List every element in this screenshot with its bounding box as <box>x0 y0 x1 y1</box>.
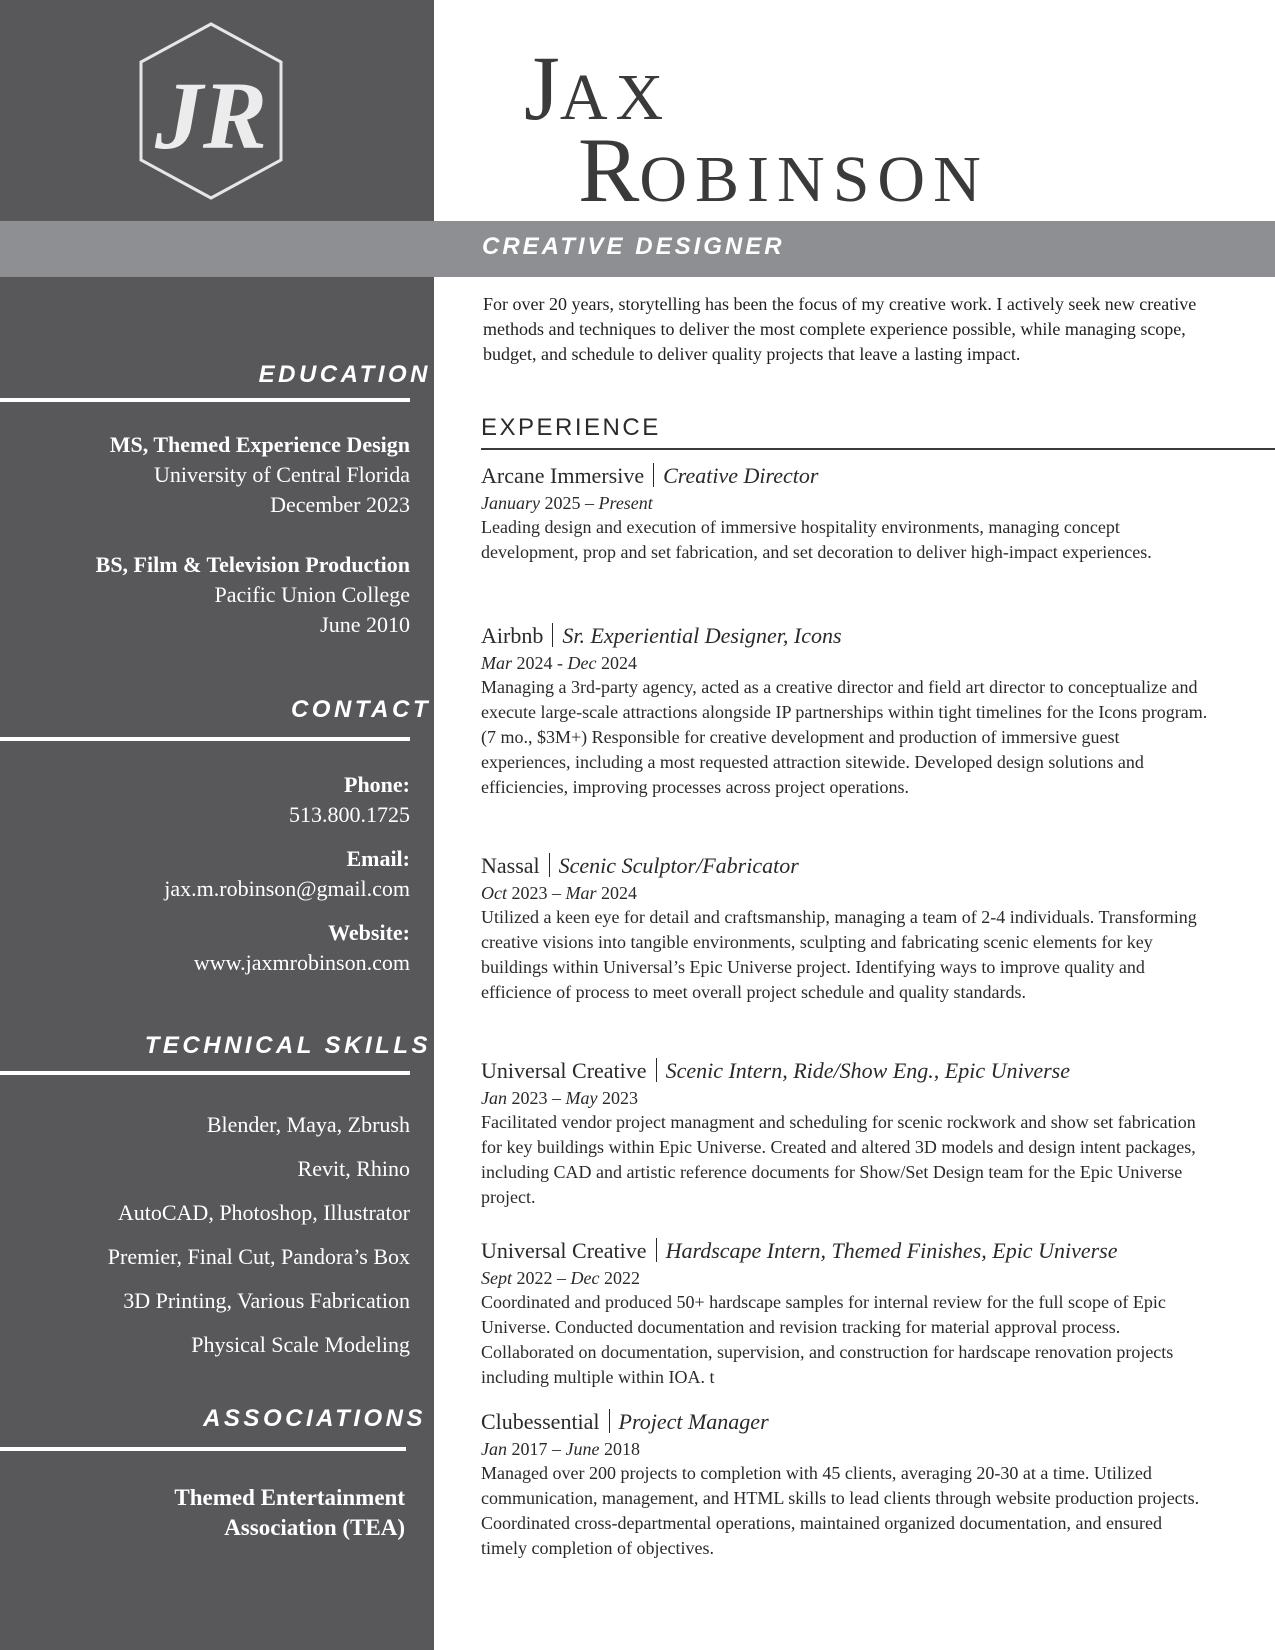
company: Arcane Immersive <box>481 463 645 488</box>
job-title-line <box>481 1407 1211 1437</box>
first-name-rest: AX <box>559 61 672 134</box>
role: Scenic Intern, Ride/Show Eng., Epic Universe <box>665 1058 1071 1083</box>
first-name-initial: J <box>524 37 560 139</box>
end-month: Mar <box>565 883 597 903</box>
title-separator <box>549 853 550 877</box>
association-line-2: Association (TEA) <box>224 1515 405 1540</box>
start-year: 2022 <box>516 1268 553 1288</box>
date-separator: – <box>547 1439 566 1459</box>
contact-phone <box>289 770 410 830</box>
last-name <box>578 119 989 221</box>
start-month: Sept <box>481 1268 512 1288</box>
job-title: CREATIVE DESIGNER <box>482 233 785 260</box>
date-separator: – <box>547 883 566 903</box>
education-heading: EDUCATION <box>258 361 431 388</box>
skill-item: Revit, Rhino <box>297 1156 410 1181</box>
job-entry <box>481 461 1211 565</box>
date-separator: – <box>552 1268 571 1288</box>
end-year: 2024 <box>601 883 637 903</box>
job-title-line <box>481 851 1211 881</box>
monogram-logo <box>131 20 291 200</box>
title-separator <box>552 623 553 647</box>
end-year: 2018 <box>603 1439 640 1459</box>
job-dates <box>481 1266 1211 1290</box>
job-dates <box>481 1437 1211 1461</box>
end-month: Dec <box>567 653 597 673</box>
association-entry <box>174 1483 405 1543</box>
job-entry <box>481 1056 1211 1210</box>
date-separator: – <box>547 1088 566 1108</box>
job-description: Coordinated and produced 50+ hardscape samples for internal review for the full scope of Epic Universe. Conducted documentation and revision tracking for material approval process. Collaborated on documentation, supervision, and construction for hardscape renovation projects including multiple within IOA. t <box>481 1292 1174 1387</box>
job-entry <box>481 851 1211 1005</box>
email-label: Email: <box>346 846 410 871</box>
phone-value[interactable]: 513.800.1725 <box>289 802 410 827</box>
title-separator <box>656 1058 657 1082</box>
associations-divider <box>0 1447 406 1451</box>
end-month: Dec <box>570 1268 600 1288</box>
website-label: Website: <box>328 920 410 945</box>
associations-heading: ASSOCIATIONS <box>203 1405 426 1432</box>
skill-item: 3D Printing, Various Fabrication <box>123 1288 410 1313</box>
company: Airbnb <box>481 623 544 648</box>
job-description: Facilitated vendor project managment and scheduling for scenic rockwork and show set fabrication for key buildings within Epic Universe. Created and altered 3D models and design intent packages, including CAD and artistic reference documents for Show/Set Design team for the Epic Universe project. <box>481 1112 1196 1207</box>
company: Universal Creative <box>481 1238 647 1263</box>
website-value[interactable]: www.jaxmrobinson.com <box>193 950 410 975</box>
role: Creative Director <box>663 463 819 488</box>
date-separator: - <box>552 653 568 673</box>
job-dates <box>481 651 1211 675</box>
skills-divider <box>0 1071 410 1075</box>
end-month: June <box>565 1439 600 1459</box>
start-month: Mar <box>481 653 512 673</box>
skill-item: AutoCAD, Photoshop, Illustrator <box>117 1200 410 1225</box>
education-degree: BS, Film & Television Production <box>95 552 410 577</box>
start-year: 2017 <box>511 1439 548 1459</box>
job-title-line <box>481 1056 1211 1086</box>
education-school: Pacific Union College <box>214 582 410 607</box>
contact-website <box>194 918 410 978</box>
start-month: January <box>481 493 540 513</box>
start-year: 2023 <box>511 1088 548 1108</box>
start-month: Jan <box>481 1439 507 1459</box>
role: Sr. Experiential Designer, Icons <box>562 623 842 648</box>
education-school: University of Central Florida <box>153 462 410 487</box>
skill-item: Blender, Maya, Zbrush <box>206 1112 410 1137</box>
contact-email <box>164 844 410 904</box>
contact-heading: CONTACT <box>290 696 431 723</box>
experience-divider <box>481 448 1275 450</box>
job-dates <box>481 491 1211 515</box>
title-separator <box>653 463 654 487</box>
education-date: June 2010 <box>320 612 410 637</box>
start-month: Jan <box>481 1088 507 1108</box>
education-entry-1 <box>110 430 410 520</box>
title-separator <box>609 1409 610 1433</box>
last-name-initial: R <box>578 119 640 221</box>
job-entry <box>481 1407 1211 1561</box>
profile-summary: For over 20 years, storytelling has been the focus of my creative work. I actively seek new creative methods and techniques to deliver the most complete experience possible, while managing scope, budget, and schedule to deliver quality projects that leave a lasting impact. <box>483 294 1197 364</box>
job-description: Utilized a keen eye for detail and craftsmanship, managing a team of 2-4 individuals. Transforming creative visions into tangible environments, sculpting and fabricating scenic elements for key buildings within Universal’s Epic Universe project. Identifying ways to improve quality and efficience of process to meet overall project schedule and quality standards. <box>481 907 1197 1002</box>
skill-item: Physical Scale Modeling <box>191 1332 410 1357</box>
company: Clubessential <box>481 1409 600 1434</box>
start-month: Oct <box>481 883 507 903</box>
education-divider <box>0 398 410 402</box>
skills-list <box>108 1106 410 1370</box>
role: Hardscape Intern, Themed Finishes, Epic Universe <box>665 1238 1118 1263</box>
job-description: Managed over 200 projects to completion with 45 clients, averaging 20-30 at a time. Utilized communication, management, and HTML skills to lead clients through website production projects. Coordinated cross-departmental operations, maintained organized documentation, and ensured timely completion of objectives. <box>481 1463 1200 1558</box>
role: Project Manager <box>618 1409 769 1434</box>
job-entry <box>481 1236 1211 1390</box>
end-month: Present <box>598 493 653 513</box>
skills-heading: TECHNICAL SKILLS <box>144 1032 431 1059</box>
start-year: 2023 <box>511 883 548 903</box>
email-value[interactable]: jax.m.robinson@gmail.com <box>164 876 410 901</box>
company: Universal Creative <box>481 1058 647 1083</box>
contact-divider <box>0 737 410 741</box>
experience-heading: EXPERIENCE <box>481 414 661 441</box>
job-description: Managing a 3rd-party agency, acted as a creative director and field art director to conceptualize and execute large-scale attractions alongside IP partnerships within tight timelines for the Icons program. (7 mo., $3M+) Responsible for creative development and production of immersive guest experiences, including a most requested attraction sitewide. Developed design solutions and efficiencies, improving processes across project operations. <box>481 677 1208 797</box>
end-year: 2024 <box>600 653 637 673</box>
last-name-rest: OBINSON <box>639 143 989 216</box>
skill-item: Premier, Final Cut, Pandora’s Box <box>107 1244 410 1269</box>
end-year: 2023 <box>601 1088 638 1108</box>
company: Nassal <box>481 853 540 878</box>
phone-label: Phone: <box>344 772 410 797</box>
end-month: May <box>565 1088 598 1108</box>
monogram-text: JR <box>154 62 268 169</box>
job-title-line <box>481 461 1211 491</box>
role: Scenic Sculptor/Fabricator <box>558 853 799 878</box>
start-year: 2024 <box>516 653 553 673</box>
education-entry-2 <box>96 550 410 640</box>
education-degree: MS, Themed Experience Design <box>109 432 410 457</box>
title-separator <box>656 1238 657 1262</box>
job-description: Leading design and execution of immersive hospitality environments, managing concept development, prop and set fabrication, and set decoration to deliver high-impact experiences. <box>481 517 1152 562</box>
job-title-line <box>481 1236 1211 1266</box>
association-line-1: Themed Entertainment <box>174 1485 405 1510</box>
date-separator: – <box>580 493 599 513</box>
job-dates <box>481 881 1211 905</box>
job-title-line <box>481 621 1211 651</box>
education-date: December 2023 <box>270 492 410 517</box>
job-entry <box>481 621 1211 800</box>
start-year: 2025 <box>544 493 581 513</box>
job-dates <box>481 1086 1211 1110</box>
end-year: 2022 <box>603 1268 640 1288</box>
